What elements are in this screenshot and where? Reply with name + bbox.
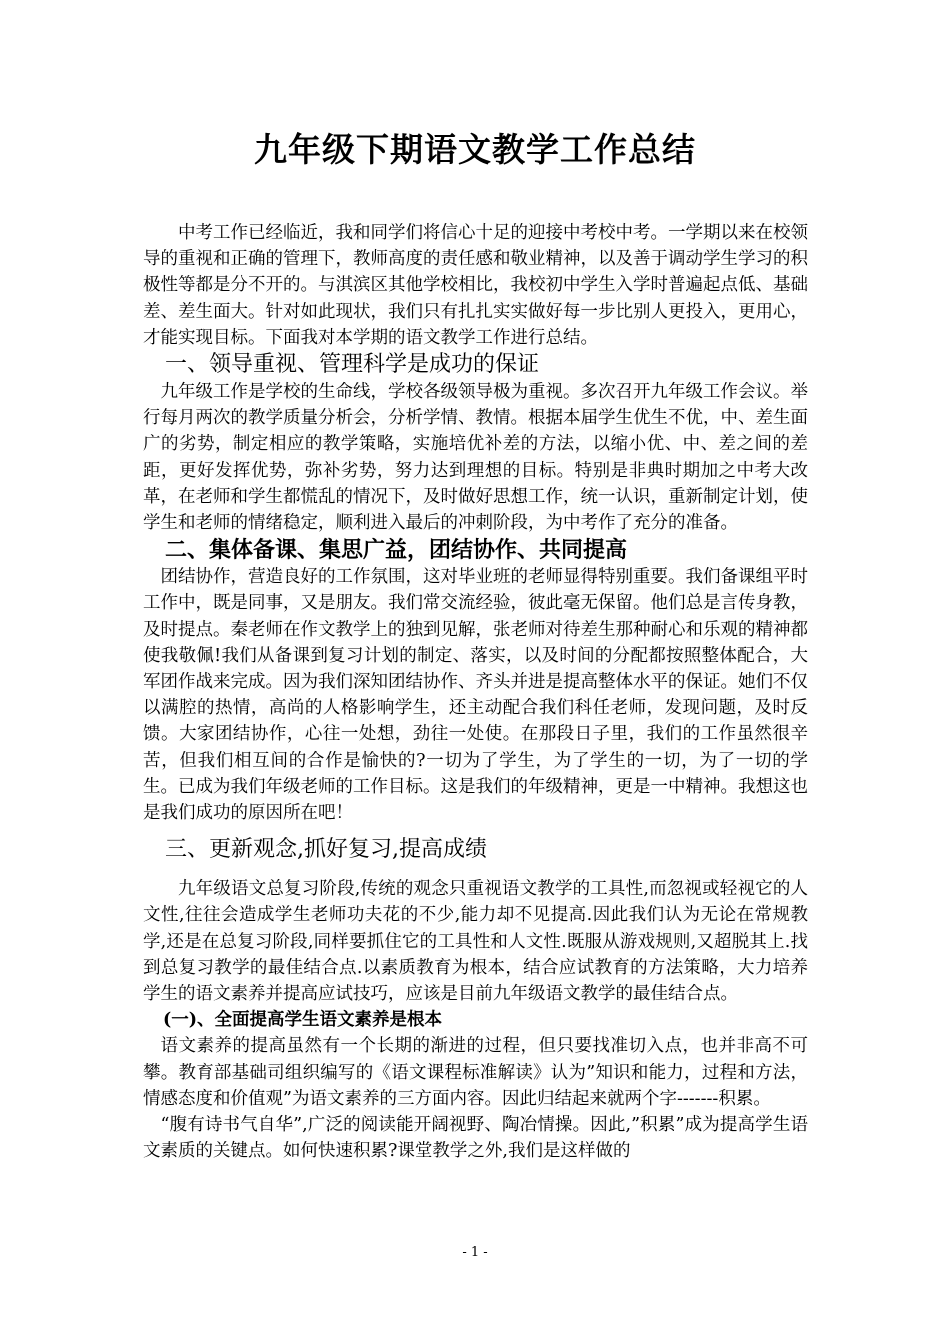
subsection-1-paragraph-2: “腹有诗书气自华”,广泛的阅读能开阔视野、陶冶情操。因此,”积累”成为提高学生语文素质的关键点。如何快速积累?课堂教学之外,我们是这样做的 [143, 1115, 808, 1162]
subsection-1-paragraph-1: 语文素养的提高虽然有一个长期的渐进的过程，但只要找准切入点，也并非高不可攀。教育部基础司组织编写的《语文课程标准解读》认为”知识和能力，过程和方法，情感态度和价值观”为语文素养的三方面内容。因此归结起来就两个字-------积累。 [143, 1036, 808, 1109]
page-number: - 1 - [462, 1245, 488, 1260]
subsection-1-heading: (一)、全面提高学生语文素养是根本 [163, 1010, 443, 1031]
document-title: 九年级下期语文教学工作总结 [254, 130, 696, 169]
section-2-paragraph: 团结协作，营造良好的工作氛围，这对毕业班的老师显得特别重要。我们备课组平时工作中，既是同事，又是朋友。我们常交流经验，彼此毫无保留。他们总是言传身教，及时提点。秦老师在作文教学上的独到见解，张老师对待差生那种耐心和乐观的精神都使我敬佩!我们从备课到复习计划的制定、落实，以及时间的分配都按照整体配合，大军团作战来完成。因为我们深知团结协作、齐头并进是提高整体水平的保证。她们不仅以满腔的热情，高尚的人格影响学生，还主动配合我们科任老师，发现问题，及时反馈。大家团结协作，心往一处想，劲往一处使。在那段日子里，我们的工作虽然很辛苦，但我们相互间的合作是愉快的?一切为了学生，为了学生的一切，为了一切的学生。已成为我们年级老师的工作目标。这是我们的年级精神，更是一中精神。我想这也是我们成功的原因所在吧！ [143, 567, 808, 824]
document-body [143, 220, 808, 1165]
section-3-paragraph: 九年级语文总复习阶段,传统的观念只重视语文教学的工具性,而忽视或轻视它的人文性,往往会造成学生老师功夫花的不少,能力却不见提高.因此我们认为无论在常规教学,还是在总复习阶段,同样要抓住它的工具性和人文性.既服从游戏规则,又超脱其上.找到总复习教学的最佳结合点.以素质教育为根本，结合应试教育的方法策略，大力培养学生的语文素养并提高应试技巧，应该是目前九年级语文教学的最佳结合点。 [143, 879, 808, 1005]
section-2-heading: 二、集体备课、集思广益，团结协作、共同提高 [165, 537, 628, 564]
section-1-heading: 一、领导重视、管理科学是成功的保证 [165, 352, 540, 378]
section-1-paragraph: 九年级工作是学校的生命线，学校各级领导极为重视。多次召开九年级工作会议。举行每月两次的教学质量分析会，分析学情、教情。根据本届学生优生不优，中、差生面广的劣势，制定相应的教学策略，实施培优补差的方法，以缩小优、中、差之间的差距，更好发挥优势，弥补劣势，努力达到理想的目标。特别是非典时期加之中考大改革，在老师和学生都慌乱的情况下，及时做好思想工作，统一认识，重新制定计划，使学生和老师的情绪稳定，顺利进入最后的冲刺阶段，为中考作了充分的准备。 [143, 382, 808, 534]
intro-paragraph: 中考工作已经临近，我和同学们将信心十足的迎接中考校中考。一学期以来在校领导的重视和正确的管理下，教师高度的责任感和敬业精神，以及善于调动学生学习的积极性等都是分不开的。与淇滨区其他学校相比，我校初中学生入学时普遍起点低、基础差、差生面大。针对如此现状，我们只有扎扎实实做好每一步比别人更投入，更用心，才能实现目标。下面我对本学期的语文教学工作进行总结。 [143, 223, 808, 348]
section-3-heading: 三、更新观念,抓好复习,提高成绩 [165, 837, 487, 863]
